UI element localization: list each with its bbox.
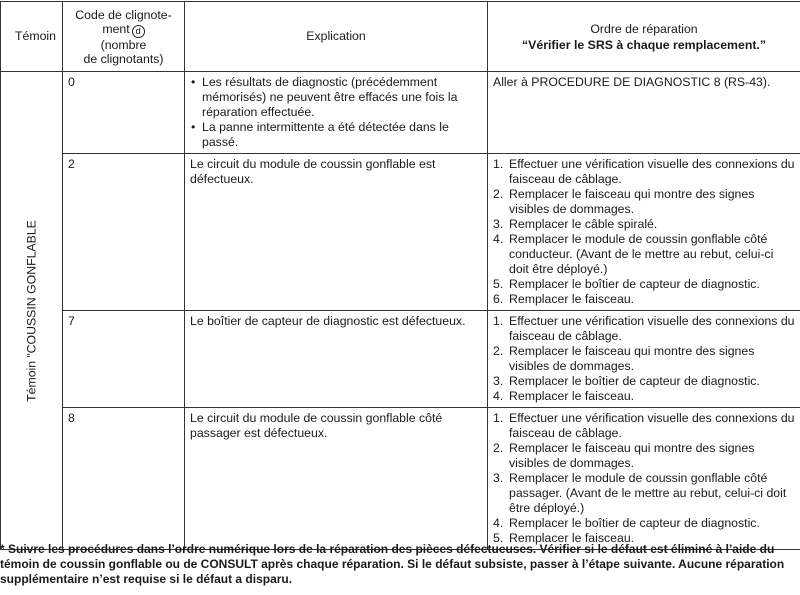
step-item: 4. Remplacer le faisceau. [493,389,635,403]
header-row [1,2,800,72]
code-cell: 8 [63,408,185,550]
step-item: 1. Effectuer une vérification visuelle des connexions du faisceau de câblage. [493,411,795,440]
header-temoin: Témoin [1,2,63,72]
header-code-line2: ment d [65,22,182,38]
code-cell: 2 [63,154,185,311]
step-item: 3. Remplacer le boîtier de capteur de diagnostic. [493,374,760,388]
code-cell: 7 [63,311,185,408]
header-explication: Explication [185,2,488,72]
ordre-cell [488,408,800,550]
table-row [1,154,800,311]
ordre-cell: Aller à PROCEDURE DE DIAGNOSTIC 8 (RS-43). [488,72,800,154]
step-item: 1. Effectuer une vérification visuelle des connexions du faisceau de câblage. [493,157,795,186]
step-item: 5. Remplacer le faisceau. [493,531,635,545]
step-item: 2. Remplacer le faisceau qui montre des signes visibles de dommages. [493,441,755,470]
step-item: 3. Remplacer le câble spiralé. [493,217,658,231]
step-item: 4. Remplacer le boîtier de capteur de diagnostic. [493,516,760,530]
temoin-cell [1,72,63,550]
circled-d-marker: d [132,25,145,38]
header-ordre-title: Ordre de réparation [590,21,698,36]
footnote: * Suivre les procédures dans l’ordre numérique lors de la réparation des pièces défectueuses. Vérifier si le défaut est éliminé à l’aide du témoin de coussin gonflable ou de CONSULT après chaque réparation. Si le défaut subsiste, passer à l’étape suivante. Aucune réparation supplémentaire n’est requise si le défaut a disparu. [0,542,785,586]
header-code-line1: Code de clignote- [75,7,172,22]
explication-cell [185,72,488,154]
header-ordre [488,2,800,72]
header-code-line3: (nombre [100,37,147,52]
explication-bullet: • Les résultats de diagnostic (précédemment mémorisés) ne peuvent être effacés une fois la réparation effectuée. [190,75,482,120]
header-code [63,2,185,72]
ordre-cell [488,311,800,408]
table-row [1,408,800,550]
explication-cell: Le boîtier de capteur de diagnostic est défectueux. [185,311,488,408]
explication-bullet: • La panne intermittente a été détectée dans le passé. [190,120,482,150]
step-item: 4. Remplacer le module de coussin gonflable côté conducteur. (Avant de le mettre au rebut, celui-ci doit être déployé.) [493,232,774,276]
step-item: 3. Remplacer le module de coussin gonflable côté passager. (Avant de le mettre au rebut, celui-ci doit être déployé.) [493,471,787,515]
temoin-vertical-label: Témoin “COUSSIN GONFLABLE [24,219,38,402]
diagnostic-table [0,1,800,550]
step-item: 2. Remplacer le faisceau qui montre des signes visibles de dommages. [493,187,755,216]
table-row [1,311,800,408]
code-cell: 0 [63,72,185,154]
ordre-cell [488,154,800,311]
header-code-line4: de clignotants) [83,51,164,66]
step-item: 2. Remplacer le faisceau qui montre des signes visibles de dommages. [493,344,755,373]
step-item: 1. Effectuer une vérification visuelle des connexions du faisceau de câblage. [493,314,795,343]
step-item: 6. Remplacer le faisceau. [493,292,635,306]
step-item: 5. Remplacer le boîtier de capteur de diagnostic. [493,277,760,291]
table-row [1,72,800,154]
explication-cell: Le circuit du module de coussin gonflable côté passager est défectueux. [185,408,488,550]
explication-cell: Le circuit du module de coussin gonflable est défectueux. [185,154,488,311]
header-ordre-note: “Vérifier le SRS à chaque remplacement.” [522,37,766,52]
